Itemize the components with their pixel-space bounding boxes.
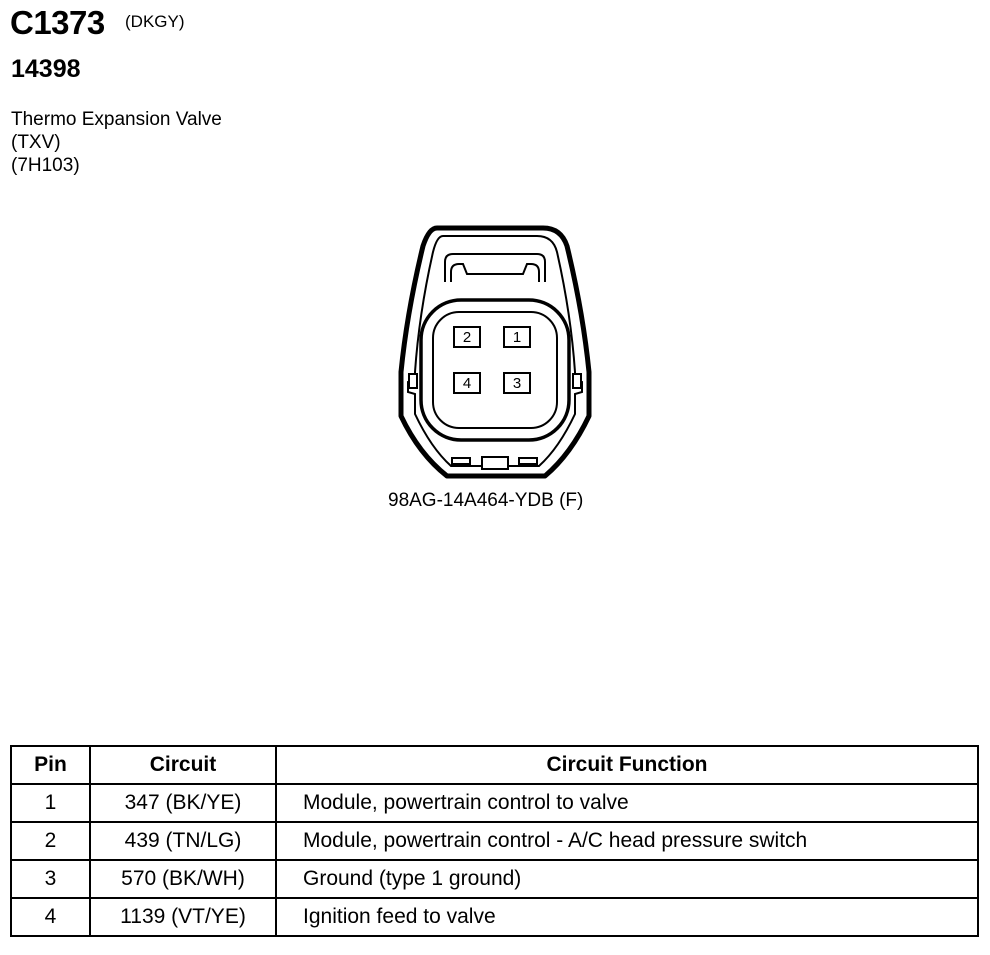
cell-function: Module, powertrain control to valve xyxy=(276,784,978,822)
component-description-line: Thermo Expansion Valve xyxy=(11,109,222,130)
table-row xyxy=(11,784,978,822)
pin-1-label: 1 xyxy=(512,329,522,346)
pinout-table xyxy=(10,745,979,937)
cell-pin: 4 xyxy=(11,898,90,936)
connector-color-code: (DKGY) xyxy=(125,12,185,31)
cell-function: Ignition feed to valve xyxy=(276,898,978,936)
cell-pin: 3 xyxy=(11,860,90,898)
cell-circuit: 439 (TN/LG) xyxy=(90,822,276,860)
table-row xyxy=(11,822,978,860)
pin-3-label: 3 xyxy=(512,375,522,392)
connector-face-diagram xyxy=(385,222,605,484)
cell-circuit: 570 (BK/WH) xyxy=(90,860,276,898)
component-description-line: (TXV) xyxy=(11,132,61,153)
table-header-row xyxy=(11,746,978,784)
connector-key xyxy=(519,458,537,464)
table-row xyxy=(11,898,978,936)
cell-circuit: 1139 (VT/YE) xyxy=(90,898,276,936)
cell-circuit: 347 (BK/YE) xyxy=(90,784,276,822)
table-row xyxy=(11,860,978,898)
component-part-number: 14398 xyxy=(11,55,81,83)
column-header-pin: Pin xyxy=(11,746,90,784)
connector-side-ear xyxy=(409,374,417,388)
connector-part-number: 98AG-14A464-YDB (F) xyxy=(388,490,584,511)
cell-pin: 1 xyxy=(11,784,90,822)
connector-key xyxy=(452,458,470,464)
column-header-circuit: Circuit xyxy=(90,746,276,784)
cell-pin: 2 xyxy=(11,822,90,860)
cell-function: Ground (type 1 ground) xyxy=(276,860,978,898)
component-description-line: (7H103) xyxy=(11,155,80,176)
connector-id: C1373 xyxy=(10,4,105,41)
cell-function: Module, powertrain control - A/C head pressure switch xyxy=(276,822,978,860)
connector-key xyxy=(482,457,508,469)
column-header-function: Circuit Function xyxy=(276,746,978,784)
connector-side-ear xyxy=(573,374,581,388)
connector-seal-inner xyxy=(433,312,557,428)
pin-4-label: 4 xyxy=(462,375,472,392)
pin-2-label: 2 xyxy=(462,329,472,346)
